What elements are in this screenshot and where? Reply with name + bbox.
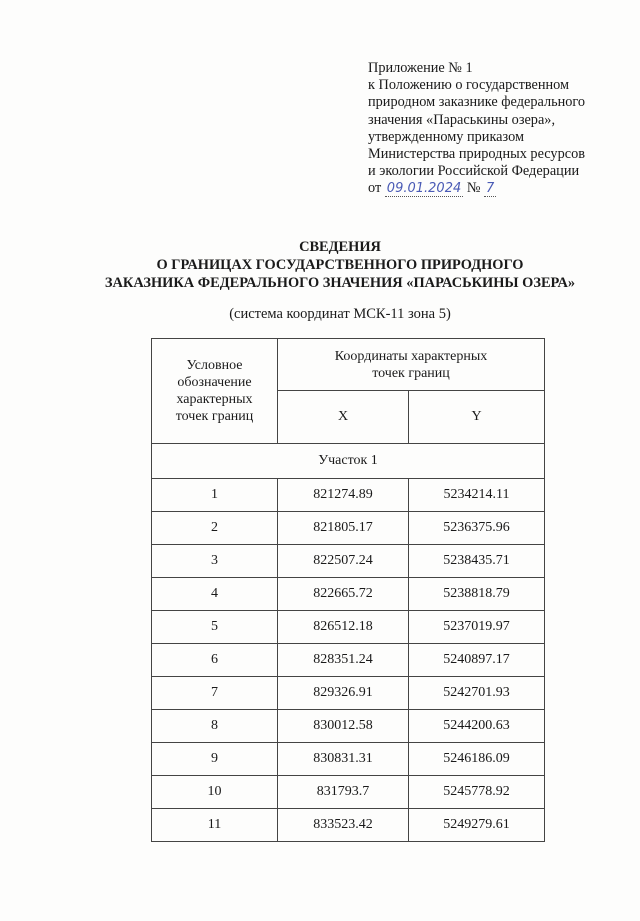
from-label: от xyxy=(368,180,382,197)
header-text: Координаты характерных xyxy=(334,348,488,364)
document-title xyxy=(60,238,620,292)
appendix-line: к Положению о государственном xyxy=(368,77,570,94)
point-number: 1 xyxy=(152,479,278,512)
table-row xyxy=(152,545,545,578)
table-row xyxy=(152,710,545,743)
point-number: 5 xyxy=(152,611,278,644)
appendix-line: Приложение № 1 xyxy=(368,60,473,76)
x-value: 821274.89 xyxy=(278,479,409,512)
table-row xyxy=(152,611,545,644)
y-value: 5245778.92 xyxy=(409,776,545,809)
header-coordinates xyxy=(278,339,545,391)
table-row xyxy=(152,644,545,677)
y-value: 5237019.97 xyxy=(409,611,545,644)
point-number: 10 xyxy=(152,776,278,809)
header-text: обозначение xyxy=(177,375,252,390)
table-row xyxy=(152,743,545,776)
appendix-line: утвержденному приказом xyxy=(368,128,525,145)
y-value: 5236375.96 xyxy=(409,512,545,545)
y-value: 5238818.79 xyxy=(409,578,545,611)
handwritten-number: 7 xyxy=(486,181,495,197)
header-text: точек границ xyxy=(175,409,254,424)
table-row xyxy=(152,479,545,512)
appendix-date-line xyxy=(368,180,630,197)
header-x: X xyxy=(278,391,409,444)
point-number: 6 xyxy=(152,644,278,677)
y-value: 5249279.61 xyxy=(409,809,545,842)
point-number: 2 xyxy=(152,512,278,545)
y-value: 5240897.17 xyxy=(409,644,545,677)
y-value: 5244200.63 xyxy=(409,710,545,743)
appendix-line: природном заказнике федерального xyxy=(368,94,586,111)
title-line: О ГРАНИЦАХ ГОСУДАРСТВЕННОГО ПРИРОДНОГО xyxy=(156,257,524,273)
header-text: характерных xyxy=(176,392,253,407)
coordinates-table xyxy=(151,338,545,842)
x-value: 829326.91 xyxy=(278,677,409,710)
x-value: 830012.58 xyxy=(278,710,409,743)
point-number: 9 xyxy=(152,743,278,776)
section-row xyxy=(152,444,545,479)
y-value: 5238435.71 xyxy=(409,545,545,578)
x-value: 831793.7 xyxy=(278,776,409,809)
point-number: 3 xyxy=(152,545,278,578)
header-point-label xyxy=(152,339,278,444)
x-value: 828351.24 xyxy=(278,644,409,677)
y-value: 5242701.93 xyxy=(409,677,545,710)
number-label: № xyxy=(466,180,481,197)
x-value: 822665.72 xyxy=(278,578,409,611)
table-row xyxy=(152,677,545,710)
y-value: 5246186.09 xyxy=(409,743,545,776)
table-row xyxy=(152,809,545,842)
coordinate-system-note: (система координат МСК-11 зона 5) xyxy=(229,306,451,322)
x-value: 833523.42 xyxy=(278,809,409,842)
point-number: 8 xyxy=(152,710,278,743)
table-row xyxy=(152,776,545,809)
appendix-line: Министерства природных ресурсов xyxy=(368,146,585,163)
x-value: 826512.18 xyxy=(278,611,409,644)
table-row xyxy=(152,578,545,611)
appendix-line: и экологии Российской Федерации xyxy=(368,163,580,180)
y-value: 5234214.11 xyxy=(409,479,545,512)
point-number: 7 xyxy=(152,677,278,710)
title-line: ЗАКАЗНИКА ФЕДЕРАЛЬНОГО ЗНАЧЕНИЯ «ПАРАСЬКИНЫ ОЗЕРА» xyxy=(104,275,576,291)
x-value: 821805.17 xyxy=(278,512,409,545)
header-text: точек границ xyxy=(372,365,450,381)
table-header-row xyxy=(152,339,545,391)
x-value: 830831.31 xyxy=(278,743,409,776)
x-value: 822507.24 xyxy=(278,545,409,578)
handwritten-date: 09.01.2024 xyxy=(386,181,462,197)
appendix-header xyxy=(368,60,630,198)
point-number: 4 xyxy=(152,578,278,611)
section-label: Участок 1 xyxy=(152,444,545,479)
title-line: СВЕДЕНИЯ xyxy=(299,239,381,255)
appendix-line: значения «Параськины озера», xyxy=(368,111,556,128)
table-row xyxy=(152,512,545,545)
header-y: Y xyxy=(409,391,545,444)
point-number: 11 xyxy=(152,809,278,842)
header-text: Условное xyxy=(186,358,243,373)
